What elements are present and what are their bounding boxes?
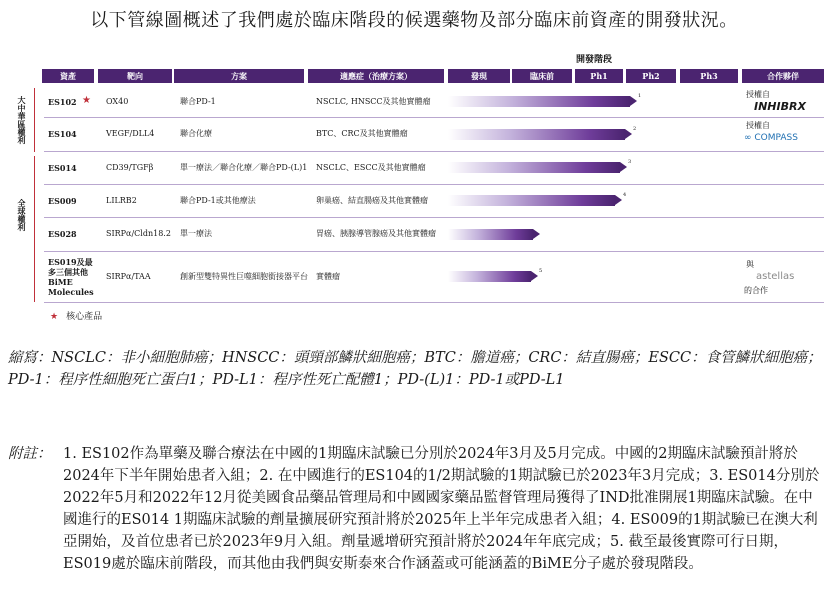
partner-label-suffix: 的合作 xyxy=(744,286,768,295)
progress-bar xyxy=(448,162,620,173)
header-cell: 方案 xyxy=(174,69,304,83)
regimen-text: 聯合PD-1或其他療法 xyxy=(180,195,256,205)
header-cell: 資產 xyxy=(42,69,94,83)
target-name: CD39/TGFβ xyxy=(106,162,154,172)
progress-bar xyxy=(448,271,531,282)
footnote-marker: 2 xyxy=(633,125,637,132)
compass-logo: ∞ COMPASS xyxy=(744,133,798,143)
side-label-greater-china: 大中華區權利 xyxy=(17,96,27,144)
notes-body: 1. ES102作為單藥及聯合療法在中國的1期臨床試驗已分別於2024年3月及5月完成。中國的2期臨床試驗預計將於2024年下半年開始患者入組；2. 在中國進行的ES104的1/2期試驗的1期試驗已於2023年3月完成；3. ES014分別於2022年5月和2022年12月從美國食品藥品管理局和中國國家藥品監督管理局獲得了IND批准開展1期臨床試驗。在中國進行的ES014 1期臨床試驗的劑量擴展研究預計將於2025年上半年完成患者入組；4. ES009的1期試驗已在澳大利亞開始，及首位患者已於2023年9月入組。劑量遞增研究預計將於2024年年底完成；5. 截至最後實際可行日期，ES019處於臨床前階段，而其他由我們與安斯泰來合作涵蓋或可能涵蓋的BiME分子處於發現階段。 xyxy=(63,446,820,572)
progress-bar-tip xyxy=(630,96,637,106)
indication-text: NSCLC, HNSCC及其他實體瘤 xyxy=(316,96,431,106)
progress-bar-tip xyxy=(531,271,538,281)
partner-label: 與 xyxy=(746,260,754,269)
progress-bar xyxy=(448,195,615,206)
partner-label: 授權自 xyxy=(746,121,770,130)
footnote-marker: 4 xyxy=(623,192,627,198)
header-cell: 合作夥伴 xyxy=(742,69,824,83)
table-row xyxy=(44,151,824,185)
regimen-text: 聯合化療 xyxy=(180,129,212,138)
header-cell: 發現 xyxy=(448,69,510,83)
indication-text: NSCLC、ESCC及其他實體瘤 xyxy=(316,162,426,172)
regimen-text: 單一療法 xyxy=(180,229,212,238)
partner-label: 授權自 xyxy=(746,90,770,99)
header-cell: 靶向 xyxy=(98,69,172,83)
core-star-icon: ★ xyxy=(82,94,91,106)
notes-label: 附註： xyxy=(8,446,52,462)
astellas-logo: astellas xyxy=(756,271,795,282)
table-row xyxy=(44,117,824,152)
regimen-text: 聯合PD-1 xyxy=(180,96,216,106)
table-row xyxy=(44,86,824,118)
header-cell: Ph1 xyxy=(575,69,623,83)
legend xyxy=(50,309,102,322)
core-star-icon: ★ xyxy=(50,312,59,322)
progress-bar xyxy=(448,96,630,107)
table-row xyxy=(44,217,824,252)
target-name: OX40 xyxy=(106,96,129,106)
target-name: SIRPα/Cldn18.2 xyxy=(106,229,171,238)
asset-name: ES019及最多三個其他BiME Molecules xyxy=(48,256,94,297)
asset-name: ES028 xyxy=(48,229,77,239)
progress-bar-tip xyxy=(620,162,627,172)
legend-label: 核心產品 xyxy=(66,312,103,322)
target-name: SIRPα/TAA xyxy=(106,271,151,281)
footnote-marker: 3 xyxy=(628,159,632,165)
abbreviations: 縮寫：NSCLC：非小細胞肺癌；HNSCC：頭頸部鱗狀細胞癌；BTC：膽道癌；CRC：結直腸癌；ESCC：食管鱗狀細胞癌；PD-1：程序性細胞死亡蛋白1；PD-L1：程序性死亡配體1；PD-(L)1：PD-1或PD-L1 xyxy=(8,350,822,388)
asset-name: ES102 xyxy=(48,96,77,107)
notes xyxy=(8,443,822,575)
asset-name: ES104 xyxy=(48,129,77,139)
indication-text: BTC、CRC及其他實體瘤 xyxy=(316,129,408,138)
header-cell: Ph3 xyxy=(680,69,738,83)
target-name: VEGF/DLL4 xyxy=(106,129,155,138)
progress-bar xyxy=(448,229,533,240)
indication-text: 胃癌、胰腺導管腺癌及其他實體瘤 xyxy=(316,229,436,238)
table-row xyxy=(44,184,824,218)
regimen-text: 單一療法／聯合化療／聯合PD-(L)1 xyxy=(180,162,308,172)
page-title: 以下管線圖概述了我們處於臨床階段的候選藥物及部分臨床前資產的開發狀況。 xyxy=(90,10,738,31)
progress-bar-tip xyxy=(615,195,622,205)
footnote-marker: 5 xyxy=(539,268,543,274)
indication-text: 卵巢癌、結直腸癌及其他實體瘤 xyxy=(316,195,428,205)
table-row xyxy=(44,251,824,303)
greater-china-divider xyxy=(34,88,35,152)
target-name: LILRB2 xyxy=(106,195,137,205)
global-divider xyxy=(34,156,35,302)
header-cell: 適應症（治療方案） xyxy=(308,69,444,83)
indication-text: 實體瘤 xyxy=(316,271,340,281)
stage-title: 開發階段 xyxy=(575,55,612,65)
asset-name: ES009 xyxy=(48,195,77,206)
inhibrx-logo: INHIBRX xyxy=(754,100,806,113)
progress-bar xyxy=(448,129,625,140)
footnote-marker: 1 xyxy=(638,93,642,99)
side-label-global: 全球權利 xyxy=(17,199,27,231)
progress-bar-tip xyxy=(533,229,540,239)
regimen-text: 創新型雙特異性巨噬細胞銜接器平台 xyxy=(180,271,308,281)
progress-bar-tip xyxy=(625,129,632,139)
header-cell: Ph2 xyxy=(626,69,676,83)
asset-name: ES014 xyxy=(48,162,77,173)
header-cell: 臨床前 xyxy=(512,69,572,83)
